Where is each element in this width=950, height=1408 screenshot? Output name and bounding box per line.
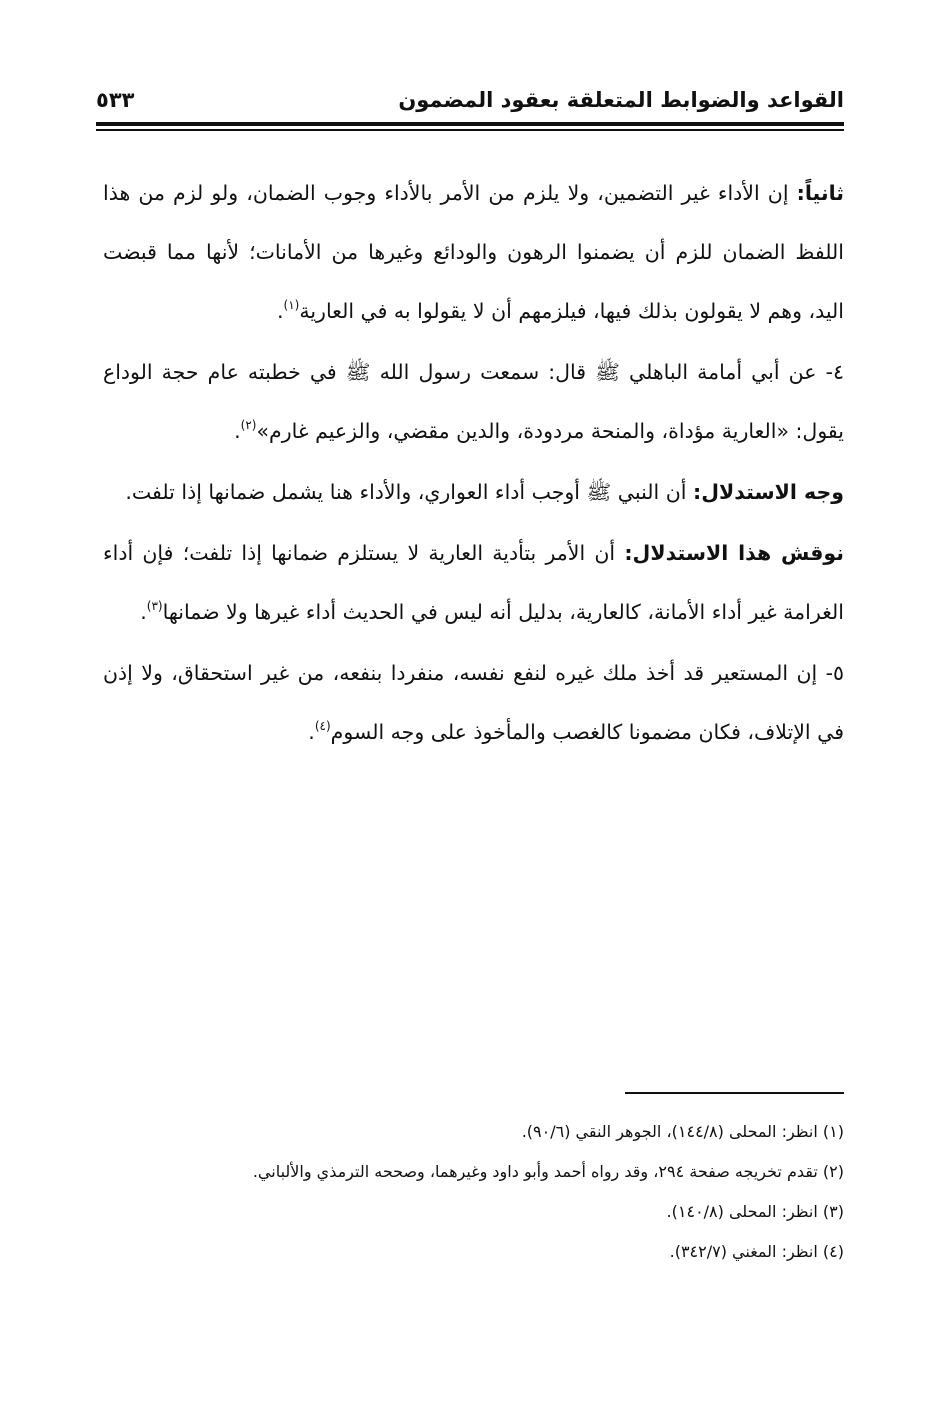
- paragraph-text: ٥- إن المستعير قد أخذ ملك غيره لنفع نفسه، منفردا بنفعه، من غير استحقاق، ولا إذن في الإتلاف، فكان مضمونا كالغصب والمأخوذ على وجه السوم: [103, 661, 844, 744]
- paragraph-text: أن الأمر بتأدية العارية لا يستلزم ضمانها إذا تلفت؛ فإن أداء الغرامة غير أداء الأمانة، كالعارية، بدليل أنه ليس في الحديث أداء غيرها ولا ضمانها: [103, 541, 844, 624]
- main-text: [103, 164, 844, 762]
- paragraph-secondly: [103, 164, 844, 341]
- paragraph-text: إن الأداء غير التضمين، ولا يلزم من الأمر بالأداء وجوب الضمان، ولو لزم من هذا اللفظ الضمان للزم أن يضمنوا الرهون والودائع وغيرها من الأمانات؛ لأنها مما قبضت اليد، وهم لا يقولون بذلك فيها، فيلزمهم أن لا يقولوا به في العارية: [103, 181, 844, 323]
- paragraph-text: ٤- عن أبي أمامة الباهلي ﷺ قال: سمعت رسول الله ﷺ في خطبته عام حجة الوداع يقول: «العارية مؤداة، والمنحة مردودة، والدين مقضي، والزعيم غارم»: [103, 360, 844, 443]
- running-header-title: القواعد والضوابط المتعلقة بعقود المضمون: [398, 88, 844, 112]
- paragraph-tail: .: [276, 299, 284, 323]
- paragraph-lead: وجه الاستدلال:: [693, 480, 844, 504]
- footnote-item: (٣) انظر: المحلى (١٤٠/٨).: [666, 1202, 844, 1221]
- footnote-ref: (٣): [146, 599, 163, 613]
- paragraph-tail: .: [140, 600, 147, 624]
- header-rule-thin: [96, 129, 844, 131]
- paragraph-fifth: [103, 644, 844, 762]
- footnote-ref: (٤): [314, 719, 331, 733]
- footnote-item: (١) انظر: المحلى (١٤٤/٨)، الجوهر النقي (٩٠/٦).: [521, 1122, 844, 1141]
- footnote-separator: [625, 1092, 844, 1094]
- paragraph-lead: نوقش هذا الاستدلال:: [624, 541, 844, 565]
- paragraph-tail: .: [308, 720, 315, 744]
- paragraph-lead: ثانياً:: [796, 181, 844, 205]
- paragraph-tail: .: [234, 419, 241, 443]
- footnote-ref: (١): [283, 298, 300, 312]
- paragraph-hadith: [103, 343, 844, 461]
- header-rule-thick: [96, 122, 844, 126]
- footnote-item: (٤) انظر: المغني (٣٤٢/٧).: [669, 1242, 844, 1261]
- running-header: [96, 82, 844, 118]
- footnote-item: (٢) تقدم تخريجه صفحة ٢٩٤، وقد رواه أحمد وأبو داود وغيرهما، وصححه الترمذي والألباني.: [252, 1162, 844, 1181]
- page-number: ٥٣٣: [96, 88, 135, 112]
- paragraph-rebuttal: [103, 524, 844, 642]
- paragraph-evidence: [103, 463, 844, 522]
- paragraph-text: أن النبي ﷺ أوجب أداء العواري، والأداء هنا يشمل ضمانها إذا تلفت.: [125, 480, 693, 504]
- footnotes: [103, 1112, 844, 1272]
- footnote-ref: (٢): [240, 418, 257, 432]
